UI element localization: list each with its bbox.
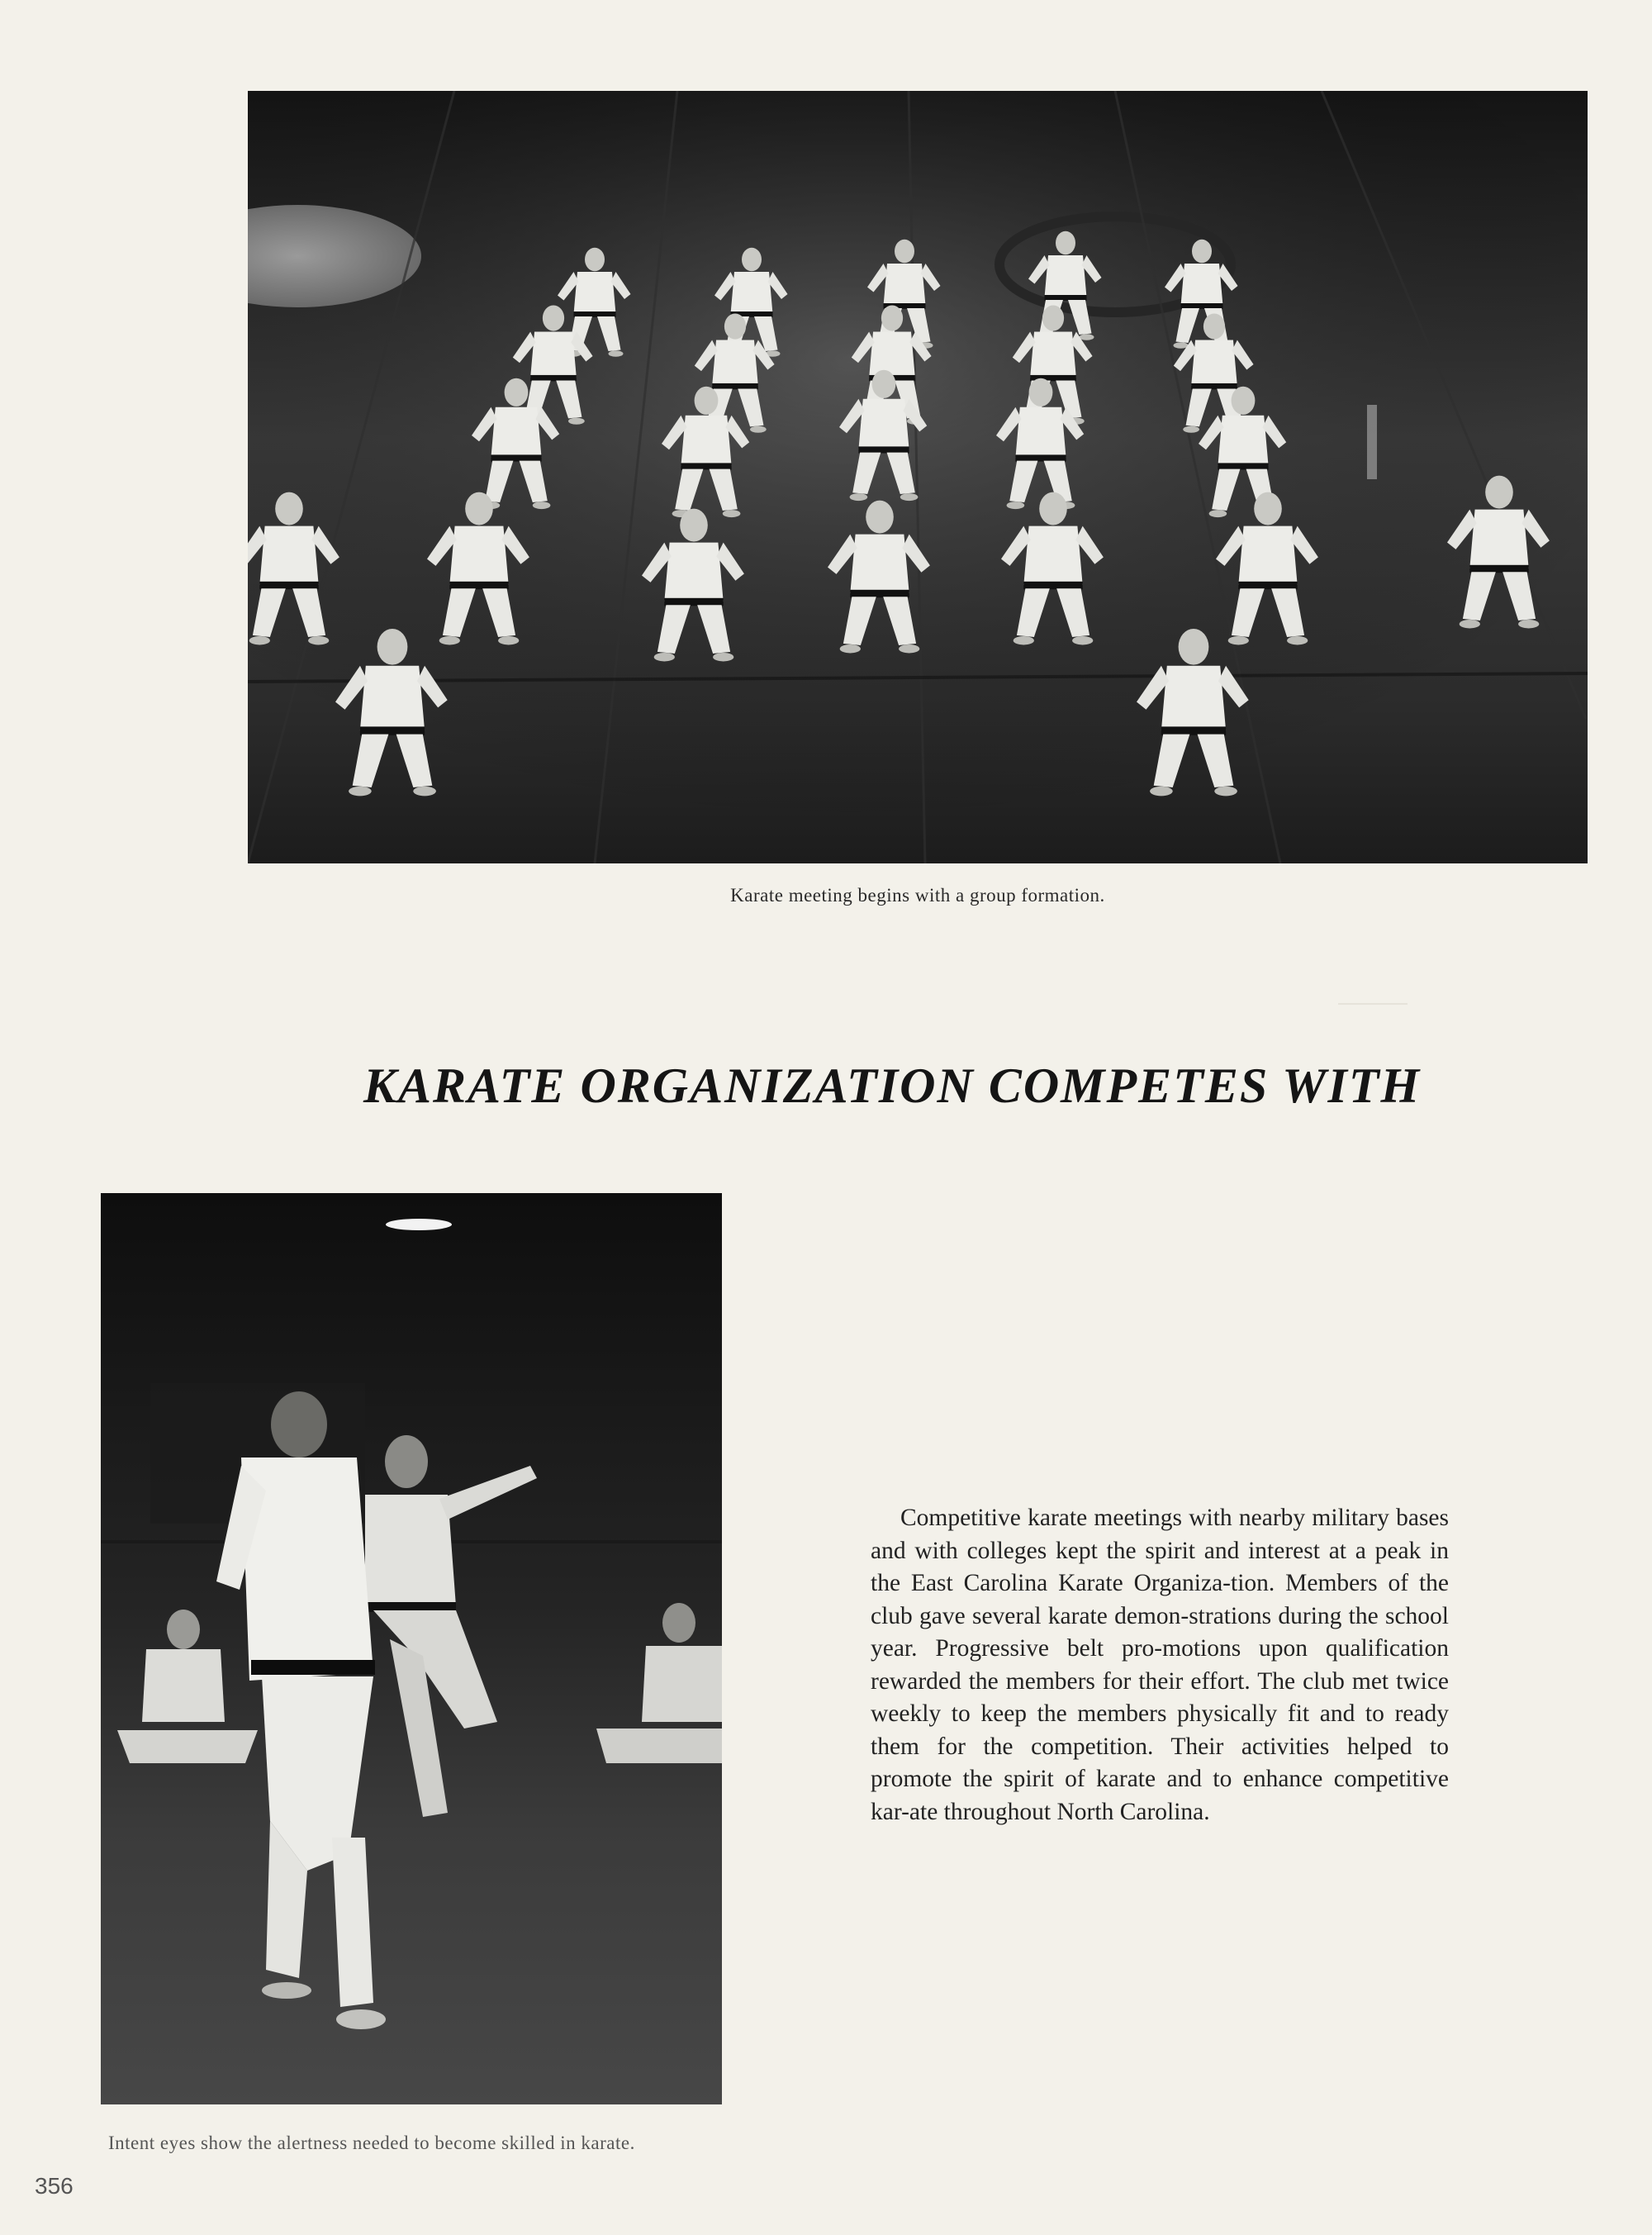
group-formation-caption: Karate meeting begins with a group formation. <box>730 885 1105 906</box>
article-body: Competitive karate meetings with nearby military bases and with colleges kept the spirit and interest at a peak in the East Carolina Karate Organiza-tion. Members of the club gave several karate demon-strations during the school year. Progressive belt pro-motions upon qualification rewarded the members for their effort. The club met twice weekly to keep the members physically fit and to ready them for the competition. Their activities helped to promote the spirit of karate and to enhance competitive kar-ate throughout North Carolina. <box>871 1505 1449 1825</box>
group-formation-photo <box>248 91 1588 863</box>
sparring-caption: Intent eyes show the alertness needed to become skilled in karate. <box>108 2133 635 2153</box>
group-formation-image <box>248 91 1588 863</box>
sparring-photo <box>101 1193 722 2104</box>
page-headline: KARATE ORGANIZATION COMPETES WITH <box>363 1058 1422 1113</box>
sparring-image <box>101 1193 722 2104</box>
divider-mark <box>1338 1003 1408 1005</box>
page-number: 356 <box>35 2173 74 2199</box>
